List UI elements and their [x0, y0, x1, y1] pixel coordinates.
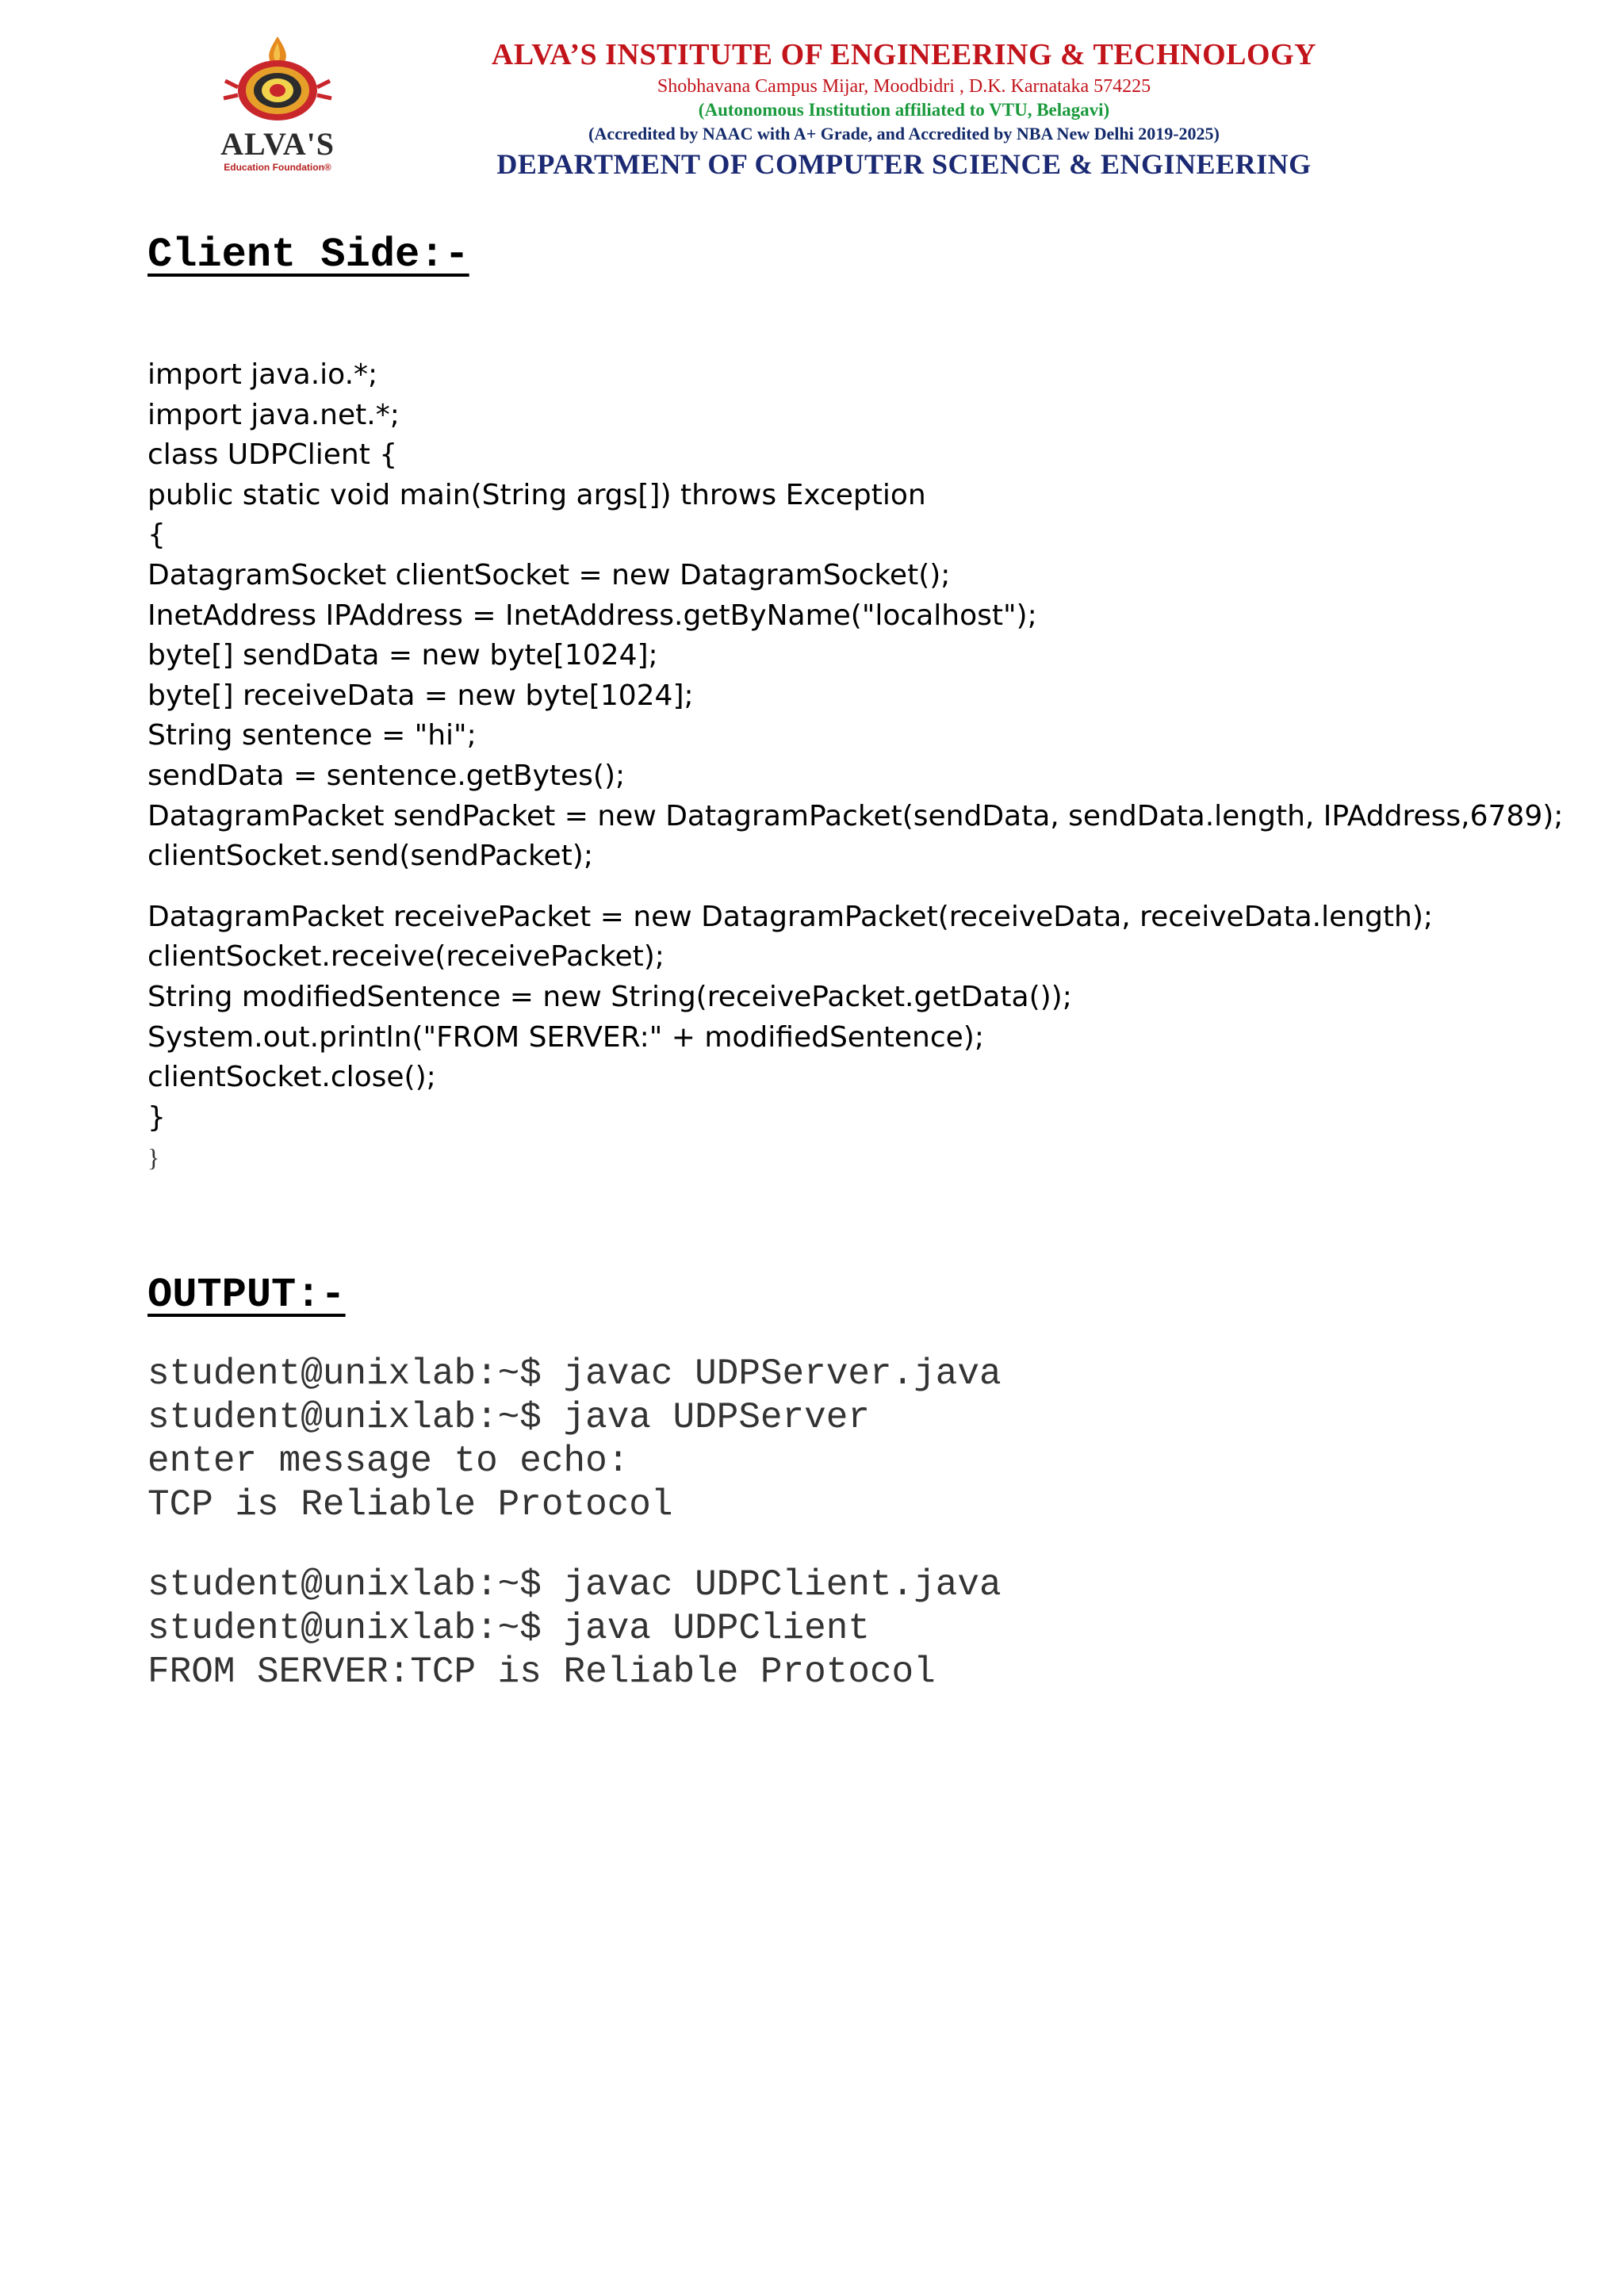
client-code-block [147, 355, 1575, 1177]
code-line: class UDPClient { [147, 438, 398, 472]
code-line: InetAddress IPAddress = InetAddress.getByName("localhost"); [147, 599, 1037, 632]
institute-address: Shobhavana Campus Mijar, Moodbidri , D.K. Karnataka 574225 [657, 76, 1151, 97]
code-line: String sentence = "hi"; [147, 719, 477, 752]
institute-block [428, 35, 1380, 182]
terminal-line: enter message to echo: [147, 1441, 630, 1482]
code-line: import java.io.*; [147, 358, 378, 391]
code-closing-brace: } [147, 1143, 160, 1173]
terminal-line: student@unixlab:~$ javac UDPClient.java [147, 1564, 1002, 1605]
institute-name: ALVA’S INSTITUTE OF ENGINEERING & TECHNOLOGY [491, 38, 1317, 71]
logo-tagline: Education Foundation® [224, 162, 331, 173]
terminal-line: FROM SERVER:TCP is Reliable Protocol [147, 1651, 936, 1693]
terminal-line: student@unixlab:~$ java UDPServer [147, 1397, 870, 1438]
client-code-part-2 [147, 897, 1575, 1138]
output-heading: OUTPUT:- [147, 1272, 346, 1318]
department-name: DEPARTMENT OF COMPUTER SCIENCE & ENGINEERING [496, 148, 1312, 180]
code-line: String modifiedSentence = new String(receivePacket.getData()); [147, 980, 1072, 1013]
code-gap [147, 877, 1575, 897]
code-line: public static void main(String args[]) throws Exception [147, 478, 926, 511]
terminal-line: TCP is Reliable Protocol [147, 1484, 673, 1525]
autonomous-status: (Autonomous Institution affiliated to VTU, Belagavi) [698, 100, 1110, 120]
code-line: sendData = sentence.getBytes(); [147, 759, 626, 792]
code-line: clientSocket.close(); [147, 1061, 436, 1094]
code-line: clientSocket.receive(receivePacket); [147, 940, 665, 974]
client-side-heading: Client Side:- [147, 232, 469, 278]
code-line: clientSocket.send(sendPacket); [147, 840, 593, 873]
client-code-part-1 [147, 355, 1575, 877]
alvas-logo [190, 32, 365, 182]
client-terminal-output [147, 1563, 1575, 1694]
code-line: DatagramPacket receivePacket = new DatagramPacket(receiveData, receiveData.length); [147, 900, 1434, 933]
code-line: } [147, 1100, 166, 1134]
logo-emblem-icon [190, 32, 365, 127]
code-line: import java.net.*; [147, 398, 400, 431]
server-terminal-output [147, 1353, 1575, 1527]
code-line: System.out.println("FROM SERVER:" + modifiedSentence); [147, 1020, 984, 1054]
terminal-line: student@unixlab:~$ javac UDPServer.java [147, 1353, 1002, 1395]
code-line: DatagramSocket clientSocket = new DatagramSocket(); [147, 558, 951, 591]
letterhead [0, 0, 1624, 190]
code-line: DatagramPacket sendPacket = new DatagramPacket(sendData, sendData.length, IPAddress,6789); [147, 799, 1564, 832]
logo-wordmark: ALVA'S [220, 126, 335, 162]
terminal-line: student@unixlab:~$ java UDPClient [147, 1608, 870, 1649]
accreditation-line: (Accredited by NAAC with A+ Grade, and Accredited by NBA New Delhi 2019-2025) [588, 124, 1220, 144]
code-line: byte[] sendData = new byte[1024]; [147, 639, 658, 672]
code-line: byte[] receiveData = new byte[1024]; [147, 679, 694, 712]
code-line: { [147, 519, 166, 552]
